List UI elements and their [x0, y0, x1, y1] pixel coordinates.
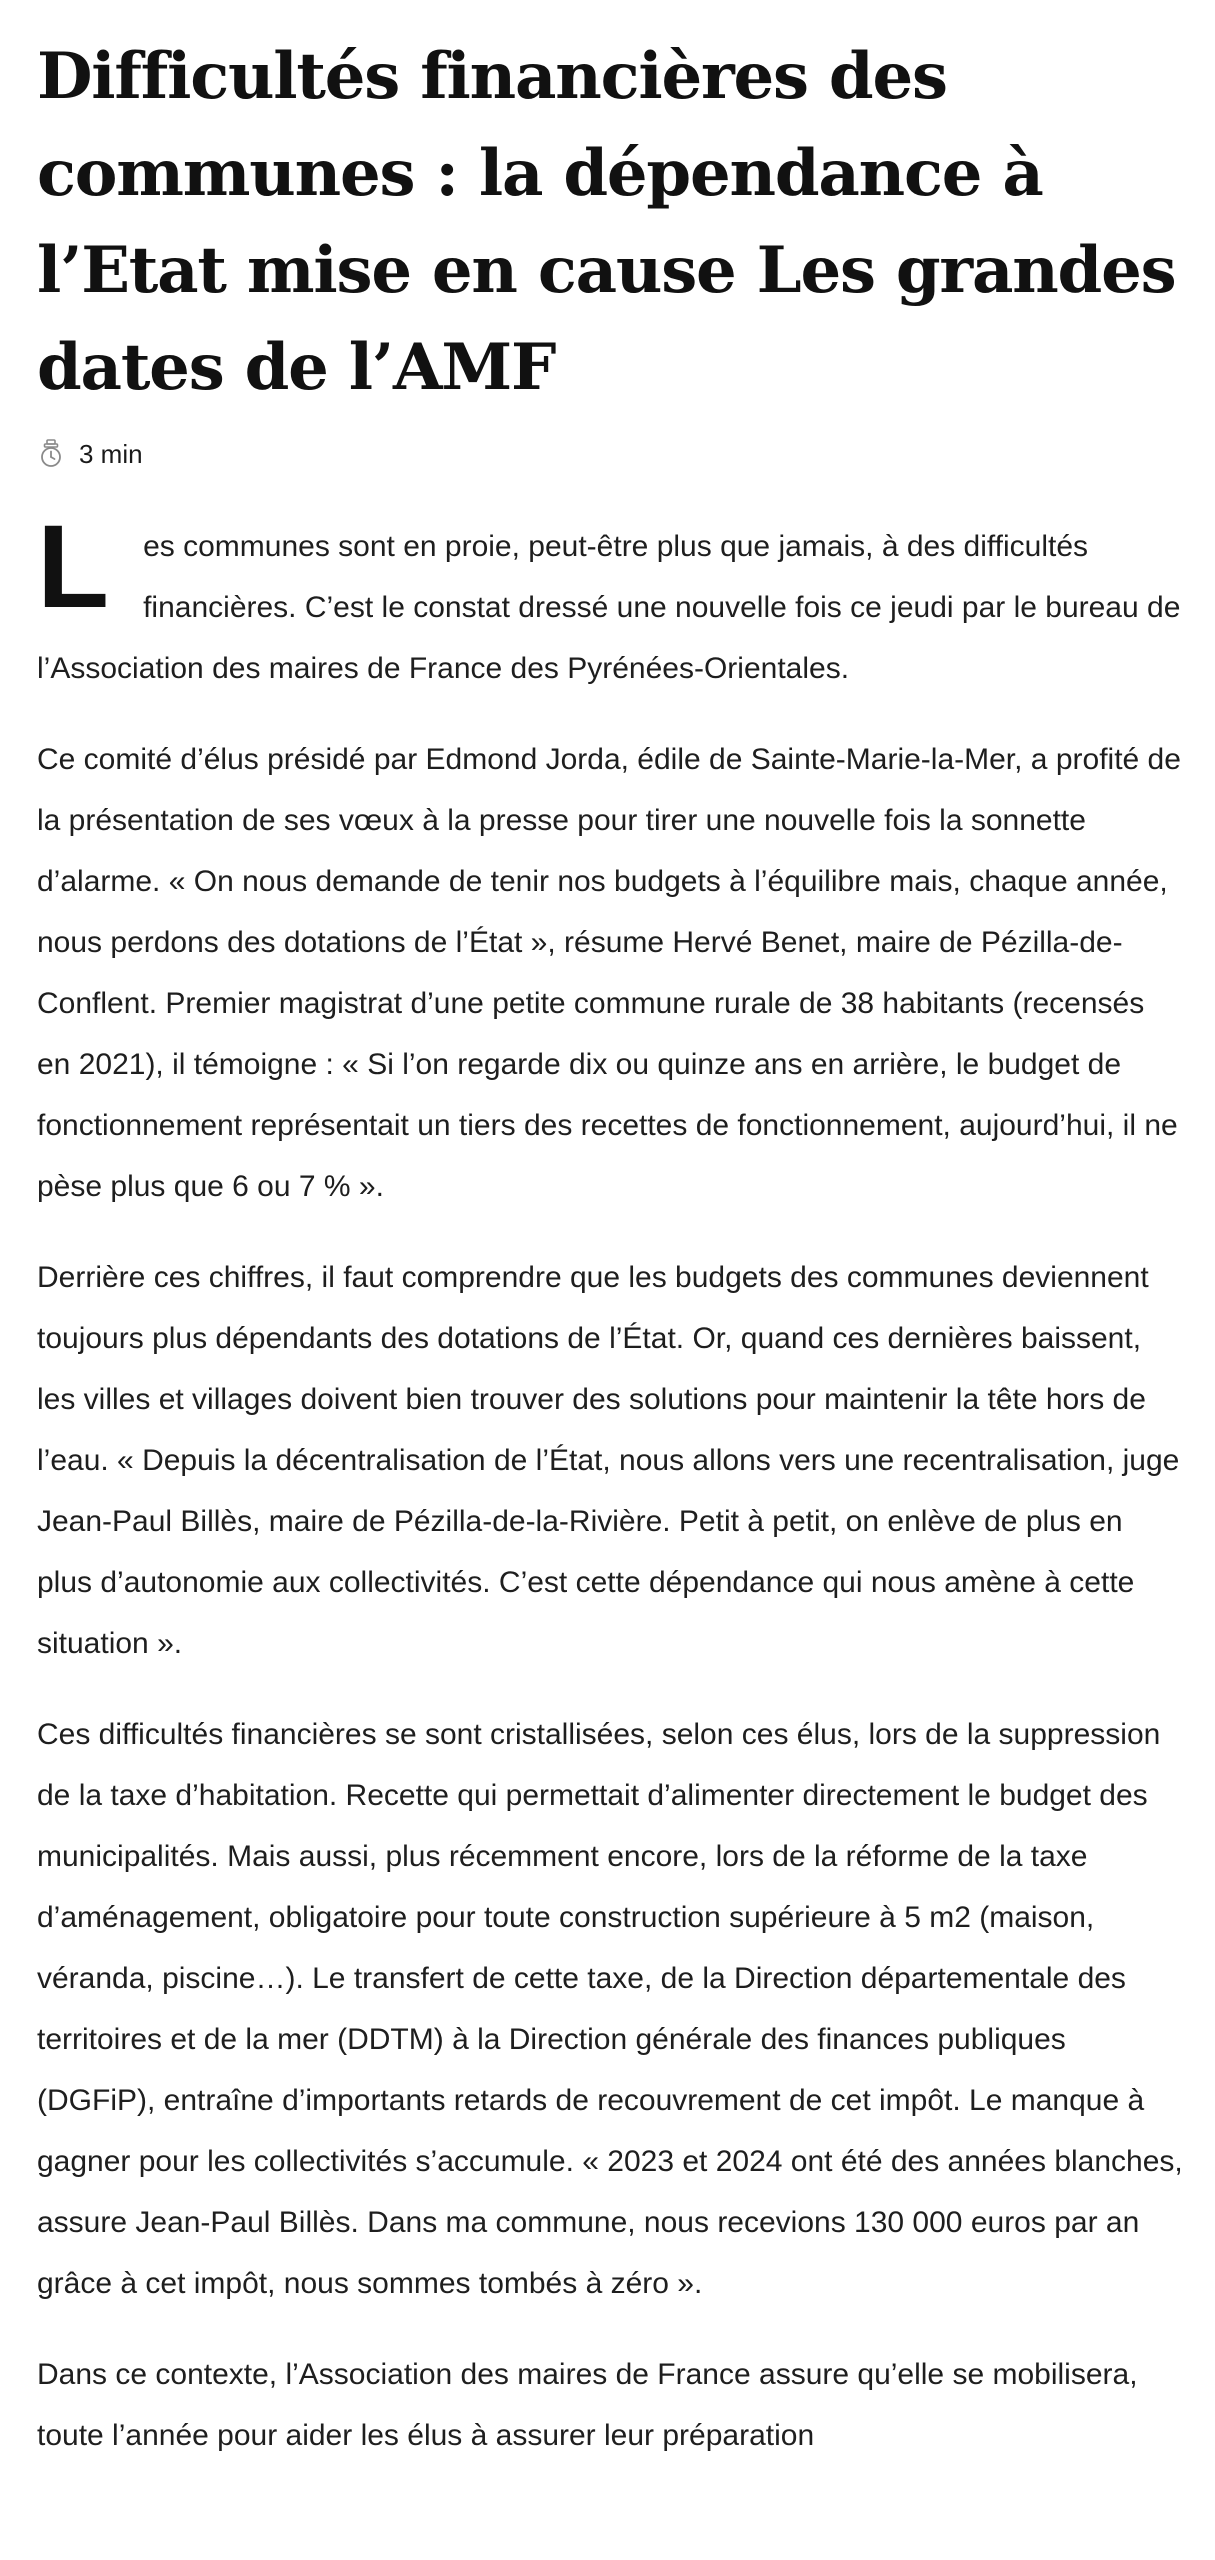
read-time: [37, 436, 1185, 472]
paragraph-1-text: es communes sont en proie, peut-être plus que jamais, à des difficultés financières. C’est le constat dressé une nouvelle fois ce jeudi par le bureau de l’Association des maires de France des Pyrénées-Orientales.: [37, 530, 1181, 685]
article: [37, 28, 1185, 2496]
article-title: Difficultés financières des communes : la dépendance à l’Etat mise en cause Les grandes dates de l’AMF: [37, 39, 1176, 405]
paragraph-2: Ce comité d’élus présidé par Edmond Jorda, édile de Sainte-Marie-la-Mer, a profité de la présentation de ses vœux à la presse pour tirer une nouvelle fois la sonnette d’alarme. « On nous demande de tenir nos budgets à l’équilibre mais, chaque année, nous perdons des dotations de l’État », résume Hervé Benet, maire de Pézilla-de-Conflent. Premier magistrat d’une petite commune rurale de 38 habitants (recensés en 2021), il témoigne : « Si l’on regarde dix ou quinze ans en arrière, le budget de fonctionnement représentait un tiers des recettes de fonctionnement, aujourd’hui, il ne pèse plus que 6 ou 7 % ».: [37, 743, 1181, 1203]
paragraph-4: Ces difficultés financières se sont cristallisées, selon ces élus, lors de la suppression de la taxe d’habitation. Recette qui permettait d’alimenter directement le budget des municipalités. Mais aussi, plus récemment encore, lors de la réforme de la taxe d’aménagement, obligatoire pour toute construction supérieure à 5 m2 (maison, véranda, piscine…). Le transfert de cette taxe, de la Direction départementale des territoires et de la mer (DDTM) à la Direction générale des finances publiques (DGFiP), entraîne d’importants retards de recouvrement de cet impôt. Le manque à gagner pour les collectivités s’accumule. « 2023 et 2024 ont été des années blanches, assure Jean-Paul Billès. Dans ma commune, nous recevions 130 000 euros par an grâce à cet impôt, nous sommes tombés à zéro ».: [37, 1718, 1183, 2300]
paragraph-3: Derrière ces chiffres, il faut comprendre que les budgets des communes deviennent toujours plus dépendants des dotations de l’État. Or, quand ces dernières baissent, les villes et villages doivent bien trouver des solutions pour maintenir la tête hors de l’eau. « Depuis la décentralisation de l’État, nous allons vers une recentralisation, juge Jean-Paul Billès, maire de Pézilla-de-la-Rivière. Petit à petit, on enlève de plus en plus d’autonomie aux collectivités. C’est cette dépendance qui nous amène à cette situation ».: [37, 1261, 1180, 1660]
paragraph-1: [37, 501, 1185, 699]
paragraph-5: Dans ce contexte, l’Association des maires de France assure qu’elle se mobilisera, toute l’année pour aider les élus à assurer leur préparation: [37, 2358, 1138, 2452]
drop-cap: L: [37, 501, 110, 633]
article-body: [37, 501, 1185, 2466]
stopwatch-icon: [37, 437, 65, 471]
read-time-label: 3 min: [79, 438, 143, 469]
